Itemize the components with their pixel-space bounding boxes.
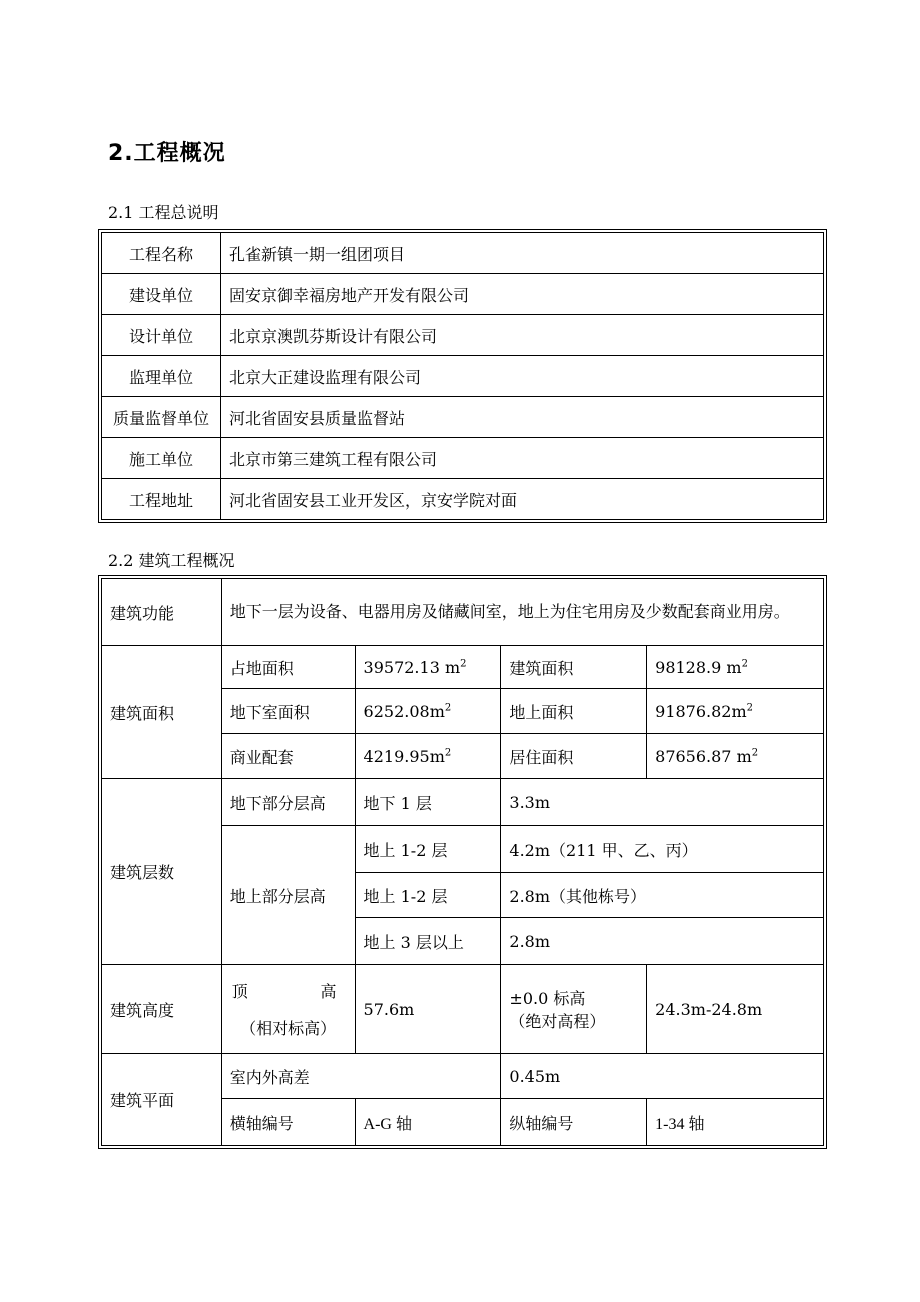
- table-row: [102, 965, 824, 1054]
- top-label-a: 顶: [231, 982, 248, 1001]
- underground-height: 3.3m: [501, 779, 824, 826]
- area-key: 地上面积: [501, 689, 647, 734]
- label-project-name: 工程名称: [102, 233, 221, 274]
- top-label-b: 高: [320, 982, 337, 1001]
- label-floors: 建筑层数: [102, 779, 222, 965]
- value-designer: 北京京澳凯芬斯设计有限公司: [221, 315, 824, 356]
- table-row: [102, 479, 824, 520]
- table-row: [102, 315, 824, 356]
- section-heading-general: 2.1 工程总说明: [108, 203, 219, 222]
- value-quality-station: 河北省固安县质量监督站: [221, 397, 824, 438]
- table-row: [102, 438, 824, 479]
- underground-label: 地下部分层高: [221, 779, 355, 826]
- table-row: [102, 233, 824, 274]
- area-key: 占地面积: [221, 646, 355, 689]
- zero-label: ±0.0 标高: [509, 989, 586, 1008]
- label-function: 建筑功能: [102, 579, 222, 646]
- area-value: 98128.9 $m^2$: [647, 646, 824, 689]
- label-owner: 建设单位: [102, 274, 221, 315]
- diff-value: 0.45m: [501, 1054, 824, 1099]
- table-row: [102, 646, 824, 689]
- area-value: $4219.95m^2$: [355, 734, 501, 779]
- area-value: 87656.87 $m^2$: [647, 734, 824, 779]
- value-owner: 固安京御幸福房地产开发有限公司: [221, 274, 824, 315]
- v-axis-label: 纵轴编号: [501, 1099, 647, 1146]
- aboveground-height: 4.2m（211 甲、乙、丙）: [501, 826, 824, 873]
- top-note: （相对标高）: [240, 1019, 337, 1038]
- aboveground-level: 地上 1-2 层: [355, 826, 501, 873]
- building-overview-table: [101, 578, 824, 1146]
- value-project-name: 孔雀新镇一期一组团项目: [221, 233, 824, 274]
- value-function: 地下一层为设备、电器用房及储藏间室，地上为住宅用房及少数配套商业用房。: [221, 579, 823, 646]
- h-axis-label: 横轴编号: [221, 1099, 355, 1146]
- value-supervisor: 北京大正建设监理有限公司: [221, 356, 824, 397]
- table-row: [102, 356, 824, 397]
- area-value: $6252.08m^2$: [355, 689, 501, 734]
- area-value: 39572.13 $m^2$: [355, 646, 501, 689]
- aboveground-level: 地上 1-2 层: [355, 873, 501, 918]
- label-supervisor: 监理单位: [102, 356, 221, 397]
- top-height-label: [221, 965, 355, 1054]
- label-quality-station: 质量监督单位: [102, 397, 221, 438]
- underground-level: 地下 1 层: [355, 779, 501, 826]
- aboveground-height: 2.8m: [501, 918, 824, 965]
- label-contractor: 施工单位: [102, 438, 221, 479]
- area-key: 居住面积: [501, 734, 647, 779]
- zero-elevation-value: 24.3m-24.8m: [647, 965, 824, 1054]
- value-contractor: 北京市第三建筑工程有限公司: [221, 438, 824, 479]
- zero-note: （绝对高程）: [509, 1012, 606, 1031]
- zero-elevation-label: [501, 965, 647, 1054]
- table-row: [102, 1054, 824, 1099]
- area-key: 商业配套: [221, 734, 355, 779]
- aboveground-height: 2.8m（其他栋号）: [501, 873, 824, 918]
- area-value: $91876.82m^2$: [647, 689, 824, 734]
- table-row: [102, 397, 824, 438]
- top-height-value: 57.6m: [355, 965, 501, 1054]
- area-key: 建筑面积: [501, 646, 647, 689]
- label-designer: 设计单位: [102, 315, 221, 356]
- page-title: 2.工程概况: [108, 141, 226, 166]
- h-axis-value: A-G 轴: [355, 1099, 501, 1146]
- diff-label: 室内外高差: [221, 1054, 501, 1099]
- label-plan: 建筑平面: [102, 1054, 222, 1146]
- aboveground-level: 地上 3 层以上: [355, 918, 501, 965]
- aboveground-label: 地上部分层高: [221, 826, 355, 965]
- general-info-table: [101, 232, 824, 520]
- v-axis-value: 1-34 轴: [647, 1099, 824, 1146]
- label-height: 建筑高度: [102, 965, 222, 1054]
- value-address: 河北省固安县工业开发区，京安学院对面: [221, 479, 824, 520]
- table-row: [102, 274, 824, 315]
- label-address: 工程地址: [102, 479, 221, 520]
- table-row: [102, 579, 824, 646]
- section-heading-building: 2.2 建筑工程概况: [108, 551, 235, 570]
- label-area: 建筑面积: [102, 646, 222, 779]
- area-key: 地下室面积: [221, 689, 355, 734]
- table-row: [102, 779, 824, 826]
